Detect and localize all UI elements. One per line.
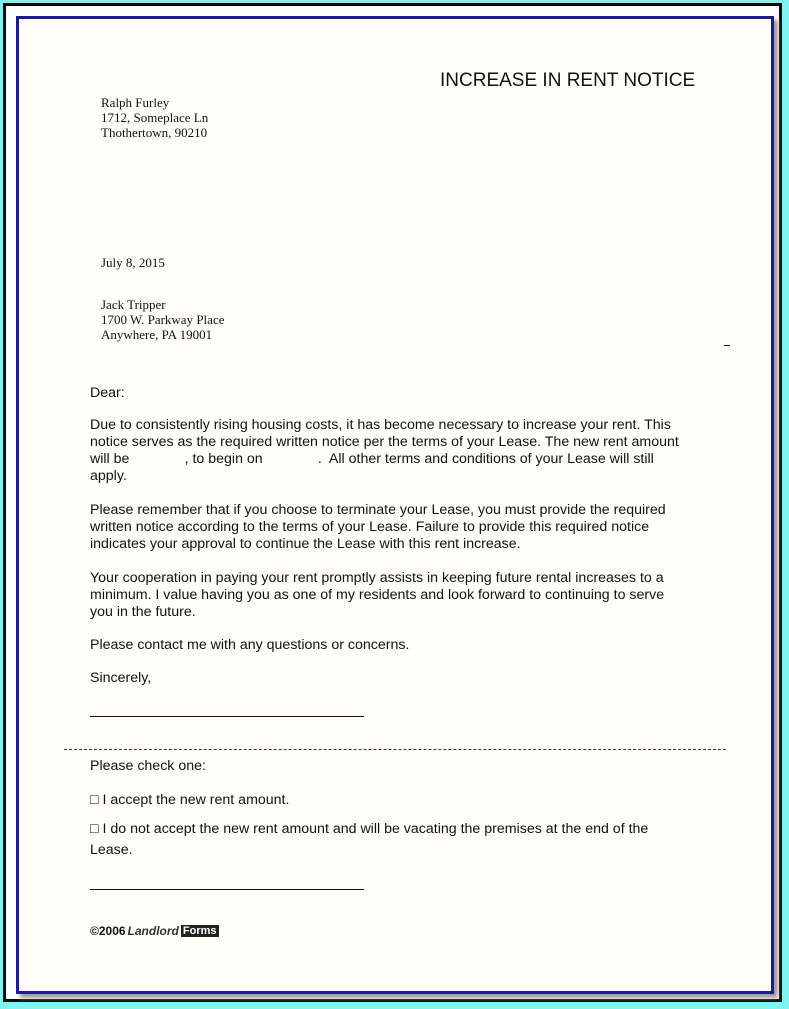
sender-city: Thothertown, 90210	[101, 125, 208, 140]
sender-street: 1712, Someplace Ln	[101, 110, 209, 125]
para3-line: you in the future.	[90, 604, 196, 620]
letter-date: July 8, 2015	[101, 255, 165, 270]
tenant-signature-line	[90, 889, 364, 890]
para1-line: will be , to begin on . All other terms and conditions of your Lease will still	[90, 451, 654, 467]
para2-line: Please remember that if you choose to terminate your Lease, you must provide the required	[90, 502, 666, 518]
option-accept[interactable]	[90, 792, 289, 809]
option-decline-label: I do not accept the new rent amount and will be vacating the premises at the end of the	[102, 821, 649, 837]
checkbox-icon[interactable]: □	[90, 792, 99, 808]
recipient-street: 1700 W. Parkway Place	[101, 312, 225, 327]
para1-line: apply.	[90, 468, 127, 484]
copyright-text: ©2006	[90, 924, 126, 938]
para4: Please contact me with any questions or concerns.	[90, 637, 410, 653]
check-heading: Please check one:	[90, 758, 206, 774]
option-accept-label: I accept the new rent amount.	[102, 792, 290, 808]
stray-mark	[724, 345, 730, 346]
para1-line: notice serves as the required written notice per the terms of your Lease. The new rent amount	[90, 434, 679, 450]
brand-landlord: Landlord	[127, 924, 179, 938]
option-decline-label-cont: Lease.	[90, 842, 133, 858]
document-title: INCREASE IN RENT NOTICE	[440, 70, 696, 91]
checkbox-icon[interactable]: □	[90, 821, 99, 837]
cut-line	[64, 749, 726, 750]
closing: Sincerely,	[90, 670, 152, 686]
landlordforms-logo	[90, 924, 219, 938]
sender-name: Ralph Furley	[101, 95, 170, 110]
signature-line	[90, 716, 364, 717]
recipient-city: Anywhere, PA 19001	[101, 327, 213, 342]
recipient-name: Jack Tripper	[101, 297, 166, 312]
para3-line: minimum. I value having you as one of my residents and look forward to continuing to serve	[90, 587, 665, 603]
para2-line: written notice according to the terms of your Lease. Failure to provide this required notice	[90, 519, 650, 535]
option-decline[interactable]	[90, 821, 648, 838]
salutation: Dear:	[90, 385, 125, 401]
brand-forms: Forms	[182, 925, 217, 937]
para3-line: Your cooperation in paying your rent promptly assists in keeping future rental increases to a	[90, 570, 664, 586]
para2-line: indicates your approval to continue the Lease with this rent increase.	[90, 536, 521, 552]
para1-line: Due to consistently rising housing costs, it has become necessary to increase your rent. This	[90, 417, 671, 433]
